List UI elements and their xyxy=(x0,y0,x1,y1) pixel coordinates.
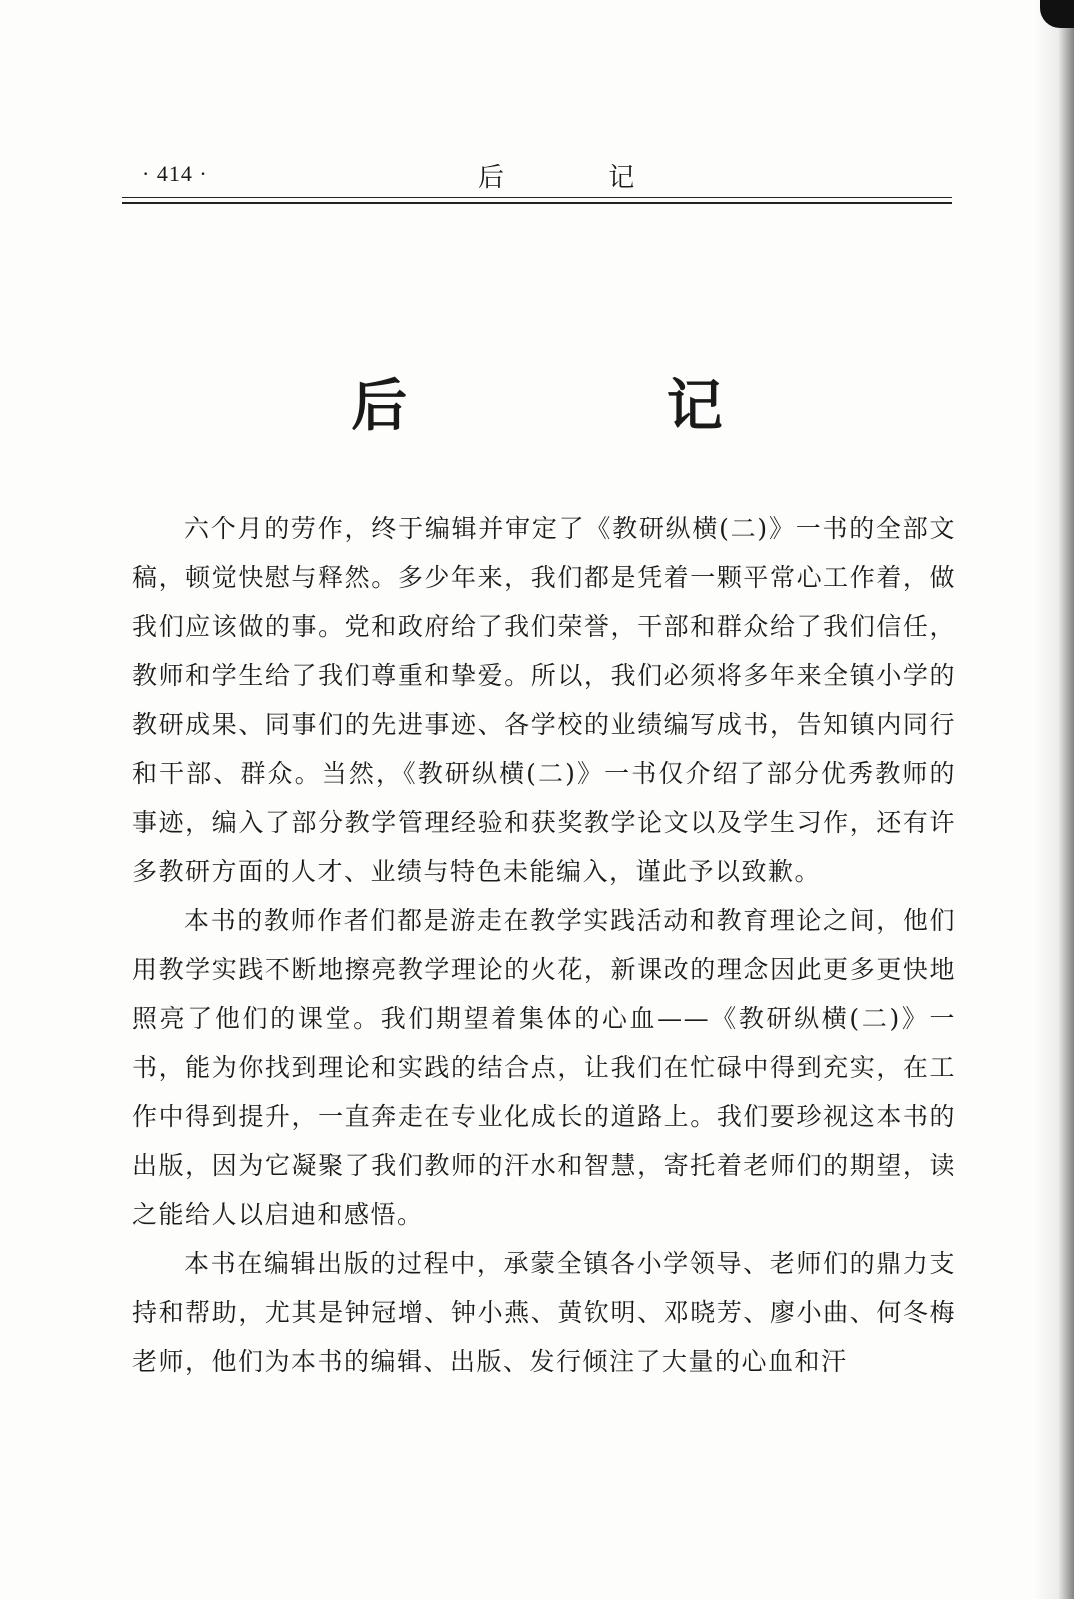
header-rule-thick xyxy=(122,202,952,204)
page-edge-shadow xyxy=(1034,0,1074,1599)
running-title: 后 记 xyxy=(478,163,683,193)
header-rule-thin xyxy=(122,197,952,198)
paragraph: 本书在编辑出版的过程中，承蒙全镇各小学领导、老师们的鼎力支持和帮助，尤其是钟冠增、钟小燕、黄钦明、邓晓芳、廖小曲、何冬梅老师，他们为本书的编辑、出版、发行倾注了大量的心血和汗 xyxy=(132,1249,956,1376)
paragraph: 本书的教师作者们都是游走在教学实践活动和教育理论之间，他们用教学实践不断地擦亮教学理论的火花，新课改的理念因此更多更快地照亮了他们的课堂。我们期望着集体的心血——《教研纵横(二)》一书，能为你找到理论和实践的结合点，让我们在忙碌中得到充实，在工作中得到提升，一直奔走在专业化成长的道路上。我们要珍视这本书的出版，因为它凝聚了我们教师的汗水和智慧，寄托着老师们的期望，读之能给人以启迪和感悟。 xyxy=(132,906,956,1229)
body-text xyxy=(132,504,956,1386)
paragraph: 六个月的劳作，终于编辑并审定了《教研纵横(二)》一书的全部文稿，顿觉快慰与释然。多少年来，我们都是凭着一颗平常心工作着，做我们应该做的事。党和政府给了我们荣誉，干部和群众给了我们信任，教师和学生给了我们尊重和挚爱。所以，我们必须将多年来全镇小学的教研成果、同事们的先进事迹、各学校的业绩编写成书，告知镇内同行和干部、群众。当然，《教研纵横(二)》一书仅介绍了部分优秀教师的事迹，编入了部分教学管理经验和获奖教学论文以及学生习作，还有许多教研方面的人才、业绩与特色未能编入，谨此予以致歉。 xyxy=(132,514,956,886)
running-header xyxy=(122,155,952,195)
chapter-title: 后 记 xyxy=(351,373,843,439)
page-number: · 414 · xyxy=(142,161,208,186)
